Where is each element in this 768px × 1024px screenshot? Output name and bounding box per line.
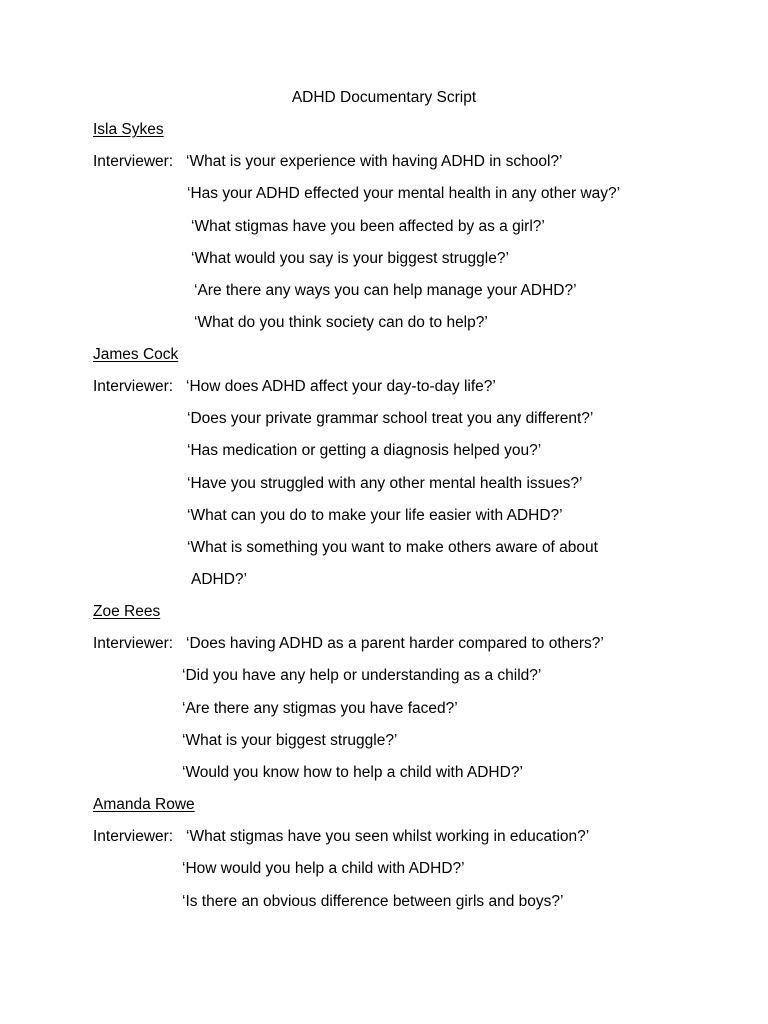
question: ‘What is your experience with having ADHD in school?’ [186, 153, 563, 170]
interviewee-name: James Cock [93, 346, 179, 363]
interviewee-name: Isla Sykes [93, 121, 164, 138]
question: ‘Is there an obvious difference between girls and boys?’ [182, 893, 564, 910]
interviewer-label: Interviewer: [93, 828, 174, 845]
question: ‘Would you know how to help a child with ADHD?’ [182, 764, 523, 781]
question: ‘Are there any stigmas you have faced?’ [182, 700, 458, 717]
interviewer-label: Interviewer: [93, 635, 174, 652]
question: ‘Does having ADHD as a parent harder compared to others?’ [186, 635, 604, 652]
question: ‘What stigmas have you seen whilst working in education?’ [186, 828, 590, 845]
question-continuation: ADHD?’ [191, 571, 247, 588]
question: ‘What is your biggest struggle?’ [182, 732, 398, 749]
interviewer-label: Interviewer: [93, 153, 174, 170]
question: ‘Did you have any help or understanding as a child?’ [182, 667, 542, 684]
document-title: ADHD Documentary Script [291, 89, 477, 106]
question: ‘What would you say is your biggest struggle?’ [191, 250, 509, 267]
question: ‘What do you think society can do to help?’ [194, 314, 488, 331]
question: ‘Has your ADHD effected your mental health in any other way?’ [187, 185, 621, 202]
interviewer-label: Interviewer: [93, 378, 174, 395]
question: ‘Are there any ways you can help manage your ADHD?’ [194, 282, 577, 299]
interviewee-name: Amanda Rowe [93, 796, 195, 813]
question: ‘How would you help a child with ADHD?’ [182, 860, 465, 877]
question: ‘What is something you want to make others aware of about [187, 539, 598, 556]
question: ‘What can you do to make your life easier with ADHD?’ [187, 507, 563, 524]
interviewee-name: Zoe Rees [93, 603, 161, 620]
question: ‘Have you struggled with any other mental health issues?’ [187, 475, 583, 492]
question: ‘How does ADHD affect your day-to-day life?’ [186, 378, 496, 395]
question: ‘What stigmas have you been affected by as a girl?’ [191, 218, 545, 235]
question: ‘Does your private grammar school treat you any different?’ [187, 410, 594, 427]
question: ‘Has medication or getting a diagnosis helped you?’ [187, 442, 542, 459]
